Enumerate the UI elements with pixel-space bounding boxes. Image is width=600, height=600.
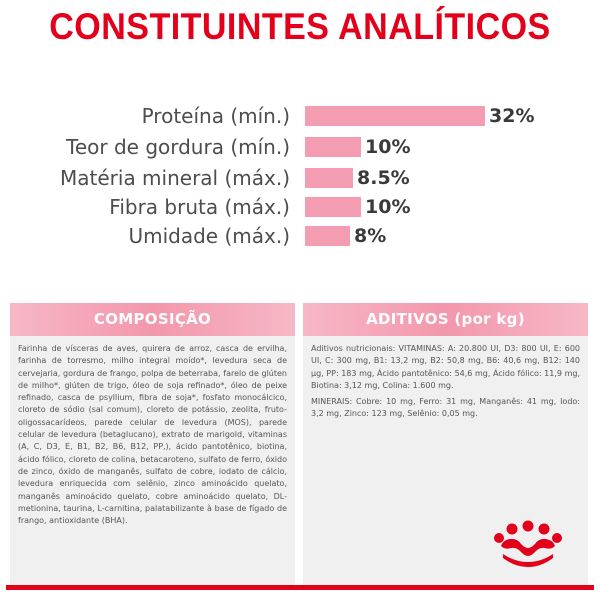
bar: [305, 226, 350, 246]
bar-value-label: 10%: [365, 196, 411, 218]
additives-text: [311, 343, 580, 425]
bar-value-label: 8%: [354, 225, 387, 247]
bar-label: Umidade (máx.): [128, 224, 290, 248]
bar-value-label: 32%: [489, 105, 535, 127]
bar-label: Teor de gordura (mín.): [66, 135, 290, 159]
bar: [305, 197, 361, 217]
composition-text: [18, 343, 287, 531]
footer-bar: [0, 585, 600, 600]
composition-panel: [10, 303, 295, 585]
bar-row: [0, 191, 600, 223]
page-title: CONSTITUINTES ANALÍTICOS: [49, 6, 551, 47]
bar-value-label: 8.5%: [357, 167, 410, 189]
additives-vitamins: Aditivos nutricionais: VITAMINAS: A: 20.800 UI, D3: 800 UI, E: 600 UI, C: 300 mg, B1: 13,2 mg, B2: 50,8 mg, B6: 40,6 mg, B12: 140 µg, PP: 183 mg, Ácido pantotênico: 54,6 mg, Ácido fólico: 11,9 mg, Biotina: 3,12 mg, Colina: 1.600 mg.: [311, 344, 580, 390]
bar-row: [0, 162, 600, 194]
bar: [305, 168, 353, 188]
bar-row: [0, 100, 600, 132]
additives-header: ADITIVOS (por kg): [303, 303, 588, 336]
composition-header: COMPOSIÇÃO: [10, 303, 295, 336]
bar-row: [0, 220, 600, 252]
bar-value-label: 10%: [365, 136, 411, 158]
bar: [305, 106, 485, 126]
composition-ingredients: Farinha de vísceras de aves, quirera de arroz, casca de ervilha, farinha de torresmo, milho integral moído*, levedura seca de cervejaria, gordura de frango, polpa de beterraba, farelo de glúten de milho*, glúten de trigo, óleo de soja refinado*, óleo de peixe refinado, casca de psyllium, fibra de soja*, fosfato monocálcico, cloreto de sódio (sal comum), cloreto de potássio, zeolita, fruto-oligossacarídeos, parede celular de levedura (MOS), parede celular de levedura (betaglucano), extrato de marigold, vitaminas (A, C, D3, E, B1, B2, B6, B12, PP,), ácido pantotênico, biotina, ácido fólico, cloreto de colina, betacaroteno, sulfato de ferro, óxido de zinco, óxido de manganês, sulfato de cobre, iodato de cálcio, levedura enriquecida com selênio, zinco aminoácido quelato, manganês aminoácido quelato, cobre aminoácido quelato, DL-metionina, taurina, L-carnitina, palatabilizante à base de fígado de frango, antioxidante (BHA).: [18, 344, 287, 526]
footer-red-stripe: [6, 585, 594, 590]
bar-label: Proteína (mín.): [141, 104, 290, 128]
bar-label: Fibra bruta (máx.): [109, 195, 290, 219]
bar-label: Matéria mineral (máx.): [60, 166, 290, 190]
bar: [305, 137, 361, 157]
bar-row: [0, 131, 600, 163]
royal-canin-crown-icon: [493, 520, 563, 570]
additives-minerals: MINERAIS: Cobre: 10 mg, Ferro: 31 mg, Manganês: 41 mg, Iodo: 3,2 mg, Zinco: 123 mg, Selênio: 0,05 mg.: [311, 397, 580, 419]
